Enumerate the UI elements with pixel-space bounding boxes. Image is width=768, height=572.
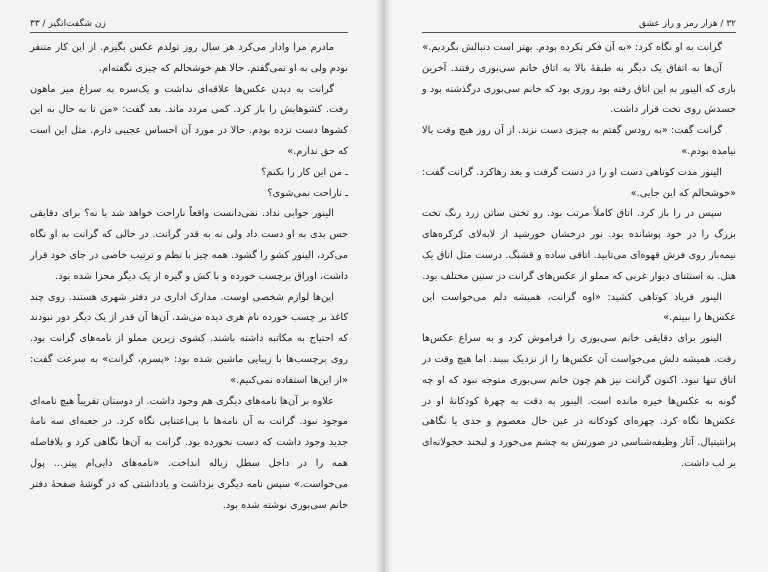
right-page-body — [422, 38, 736, 475]
paragraph: الینور جوابی نداد. نمی‌دانست واقعاً ناراحت خواهد شد یا نه؟ برای دقایقی حس بدی به او دست داد ولی نه به قدر گرانت. در حالی که گرانت به او نگاه می‌کرد، الینور کشو را گشود. همه چیز با نظم و ترتیب خاصی در جای خود قرار داشت، اوراق برچسب خورده و با کش و گیره از یک دیگر مجزا شده بود. — [30, 208, 348, 282]
left-page-body — [30, 38, 348, 516]
paragraph: الینور مدت کوتاهی دست او را در دست گرفت و بعد رهاکرد. گرانت گفت: «خوشحالم که این جایی.» — [422, 166, 736, 199]
paragraph: این‌ها لوازم شخصی اوست. مدارک اداری در دفتر شهری هستند. روی چند کاغذ بر چسب خورده نام هری دیده می‌شد. آن‌ها آن قدر از یک دیگر دور نبودند که احتیاج به مکاتبه داشته باشند. کشوی زیرین مملو از نامه‌های گرانت بود. روی برچسب‌ها با زیبایی ماشین شده بود: «پسرم، گرانت» به سرعت گفت: «از این‌ها استفاده نمی‌کنیم.» — [30, 291, 348, 386]
paragraph: گرانت به او نگاه کرد: «به آن فکر نکرده بودم. بهتر است دنبالش بگردیم.» — [422, 42, 722, 53]
paragraph: گرانت به دیدن عکس‌ها علاقه‌ای نداشت و یک‌سره به سراغ میز ماهون رفت. کشوهایش را باز کرد. کمی مردد ماند. بعد گفت: «من تا به حال به این کشوها دست نزده بودم. حالا در مورد آن احساس عجیبی دارم. مثل این است که حق ندارم.» — [30, 83, 348, 157]
paragraph: سپس در را باز کرد. اتاق کاملاً مرتب بود. رو تختی ساتن زرد رنگ تخت بزرگ را در خود پوشانده بود. نور درخشان خورشید از لابه‌لای کرکره‌های نیمه‌باز روی فرش قهوه‌ای می‌تابید. اتاقی ساده و قشنگ. درست مثل اتاق یک هتل. به استثنای دیوار غربی که مملو از عکس‌های گرانت در سنین مختلف بود. — [422, 208, 736, 282]
dialogue-line: ـ من این کار را بکنم؟ — [261, 166, 348, 178]
right-running-head: ۳۲ / هزار رمز و راز عشق — [422, 18, 736, 33]
paragraph: علاوه بر آن‌ها نامه‌های دیگری هم وجود داشت. از دوستان تقریباً هیچ نامه‌ای موجود نبود. گرانت به آن نامه‌ها با بی‌اعتنایی نگاه کرد. در جعبه‌ای سه نامهٔ جدید وجود داشت که دست نخورده بود. گرانت به آن‌ها نگاهی کرد و بلافاصله همه را در داخل سطل زباله انداخت. «نامه‌های دایی‌ام پیتر... پول می‌خواست.» سپس نامه دیگری برداشت و یادداشتی که در گوشهٔ صفحهٔ دفتر خانم سی‌بوری نوشته شده بود. — [30, 395, 348, 511]
right-page — [384, 0, 768, 572]
paragraph: الینور برای دقایقی خانم سی‌بوری را فراموش کرد و به سراغ عکس‌ها رفت. همیشه دلش می‌خواست آن عکس‌ها را از نزدیک ببیند. اما هیچ وقت در اتاق تنها نبود. اکنون گرانت نیز هم چون خانم سی‌بوری متوجه نبود که او چه گونه به عکس‌ها خیره مانده است. الینور به دقت به چهرهٔ کودکانهٔ او در عکس‌ها نگاه کرد. چهره‌ای کودکانه در عین حال معصوم و جدی یا نگاهی پرانتیتیال. آثار وظیفه‌شناسی در صورتش به چشم می‌خورد و لبخند خجولانه‌ای بر لب داشت. — [422, 333, 736, 469]
left-running-head: زن شگفت‌انگیز / ۳۳ — [30, 18, 348, 33]
paragraph: الینور فریاد کوتاهی کشید: «اوه گرانت، همیشه دلم می‌خواست این عکس‌ها را ببینم.» — [422, 291, 736, 324]
paragraph: گرانت گفت: «به رودس گفتم به چیزی دست نزند. از آن روز هیچ وقت بالا نیامده بودم.» — [422, 125, 736, 157]
book-gutter — [376, 0, 392, 572]
paragraph: آن‌ها به اتفاق یک دیگر به طبقهٔ بالا به اتاق خانم سی‌بوری رفتند. آخرین باری که الینور به این اتاق رفته بود روزی بود که خانم سی‌بوری درگذشته بود و جسدش روی تخت قرار داشت. — [422, 62, 736, 116]
dialogue-line: ـ ناراحت نمی‌شوی؟ — [267, 187, 348, 199]
paragraph: مادرم مرا وادار می‌کرد هر سال روز تولدم عکس بگیرم. از این کار متنفر بودم ولی به او نمی‌گفتم. حالا هم خوشحالم که چیزی نگفته‌ام. — [30, 42, 348, 74]
